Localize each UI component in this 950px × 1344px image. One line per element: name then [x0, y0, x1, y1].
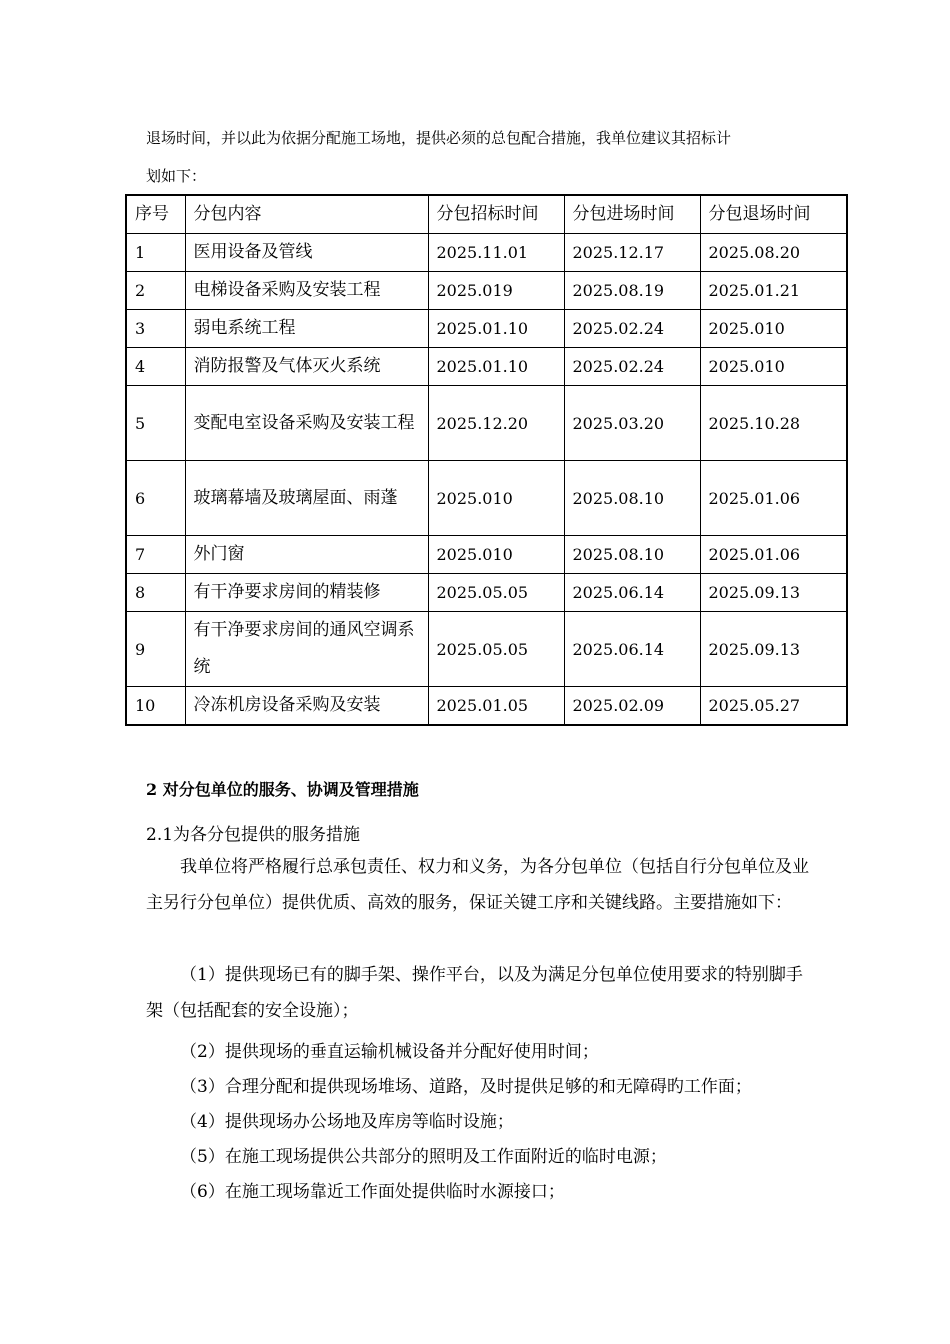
table-cell: 外门窗: [185, 536, 428, 574]
table-cell: 2025.01.10: [428, 310, 564, 348]
table-cell: 2025.11.01: [428, 234, 564, 272]
table-row: [126, 348, 847, 386]
table-cell: 2025.05.27: [700, 687, 847, 726]
table-cell: 5: [126, 386, 185, 461]
table-cell: 玻璃幕墙及玻璃屋面、雨蓬: [185, 461, 428, 536]
table-cell: 有干净要求房间的通风空调系统: [185, 612, 428, 687]
table-cell: 2025.02.24: [564, 348, 700, 386]
subcontract-schedule-table: [125, 194, 848, 726]
table-row: [126, 272, 847, 310]
table-cell: 9: [126, 612, 185, 687]
table-cell: 2025.12.17: [564, 234, 700, 272]
table-header-row: [126, 195, 847, 234]
table-cell: 2025.010: [428, 461, 564, 536]
list-item: （2）提供现场的垂直运输机械设备并分配好使用时间；: [180, 1042, 599, 1062]
table-cell: 2025.09.13: [700, 612, 847, 687]
body-paragraph: 我单位将严格履行总承包责任、权力和义务，为各分包单位（包括自行分包单位及业主另行分包单位）提供优质、高效的服务，保证关键工序和关键线路。主要措施如下：: [146, 857, 809, 913]
table-cell: 2025.01.06: [700, 536, 847, 574]
table-cell: 2025.09.13: [700, 574, 847, 612]
table-cell: 消防报警及气体灭火系统: [185, 348, 428, 386]
table-row: [126, 386, 847, 461]
section-heading: 2 对分包单位的服务、协调及管理措施: [146, 780, 419, 799]
table-row: [126, 612, 847, 687]
section-subheading: 2.1为各分包提供的服务措施: [146, 825, 361, 845]
table-cell: 弱电系统工程: [185, 310, 428, 348]
list-item: （3）合理分配和提供现场堆场、道路，及时提供足够的和无障碍旳工作面；: [180, 1077, 752, 1097]
table-cell: 2025.05.05: [428, 612, 564, 687]
table-cell: 2025.08.19: [564, 272, 700, 310]
table-cell: 2025.01.05: [428, 687, 564, 726]
table-cell: 2025.05.05: [428, 574, 564, 612]
table-cell: 2025.019: [428, 272, 564, 310]
header-cell: 分包退场时间: [700, 195, 847, 234]
table-cell: 变配电室设备采购及安装工程: [185, 386, 428, 461]
table-cell: 医用设备及管线: [185, 234, 428, 272]
table-cell: 2025.02.24: [564, 310, 700, 348]
table-row: [126, 536, 847, 574]
header-cell: 分包内容: [185, 195, 428, 234]
table-cell: 2025.03.20: [564, 386, 700, 461]
table-cell: 2025.010: [700, 310, 847, 348]
list-item: （5）在施工现场提供公共部分的照明及工作面附近的临时电源；: [180, 1147, 667, 1167]
table-cell: 冷冻机房设备采购及安装: [185, 687, 428, 726]
table-cell: 10: [126, 687, 185, 726]
table-cell: 电梯设备采购及安装工程: [185, 272, 428, 310]
table-cell: 2025.06.14: [564, 574, 700, 612]
table-row: [126, 461, 847, 536]
table-cell: 1: [126, 234, 185, 272]
header-cell: 分包进场时间: [564, 195, 700, 234]
table-cell: 2025.01.06: [700, 461, 847, 536]
header-cell: 分包招标时间: [428, 195, 564, 234]
intro-line-2: 划如下：: [146, 167, 207, 185]
table-cell: 2025.01.10: [428, 348, 564, 386]
table-cell: 4: [126, 348, 185, 386]
table-cell: 7: [126, 536, 185, 574]
table-cell: 2025.08.20: [700, 234, 847, 272]
table-cell: 2025.02.09: [564, 687, 700, 726]
table-row: [126, 234, 847, 272]
table-row: [126, 687, 847, 726]
table-row: [126, 310, 847, 348]
list-item: （1）提供现场已有的脚手架、操作平台，以及为满足分包单位使用要求的特别脚手架（包括配套的安全设施）；: [146, 965, 803, 1021]
intro-line-1: 退场时间，并以此为依据分配施工场地，提供必须的总包配合措施，我单位建议其招标计: [146, 129, 732, 147]
table-cell: 2025.08.10: [564, 461, 700, 536]
list-item: （6）在施工现场靠近工作面处提供临时水源接口；: [180, 1182, 565, 1202]
table-cell: 2025.12.20: [428, 386, 564, 461]
table-cell: 2025.010: [428, 536, 564, 574]
table-cell: 3: [126, 310, 185, 348]
table-cell: 2025.06.14: [564, 612, 700, 687]
table-cell: 2025.10.28: [700, 386, 847, 461]
table-cell: 2: [126, 272, 185, 310]
header-cell: 序号: [126, 195, 185, 234]
table-cell: 有干净要求房间的精装修: [185, 574, 428, 612]
table-cell: 8: [126, 574, 185, 612]
table-cell: 2025.08.10: [564, 536, 700, 574]
table-cell: 2025.010: [700, 348, 847, 386]
table-row: [126, 574, 847, 612]
table-cell: 2025.01.21: [700, 272, 847, 310]
table-cell: 6: [126, 461, 185, 536]
list-item: （4）提供现场办公场地及库房等临时设施；: [180, 1112, 514, 1132]
